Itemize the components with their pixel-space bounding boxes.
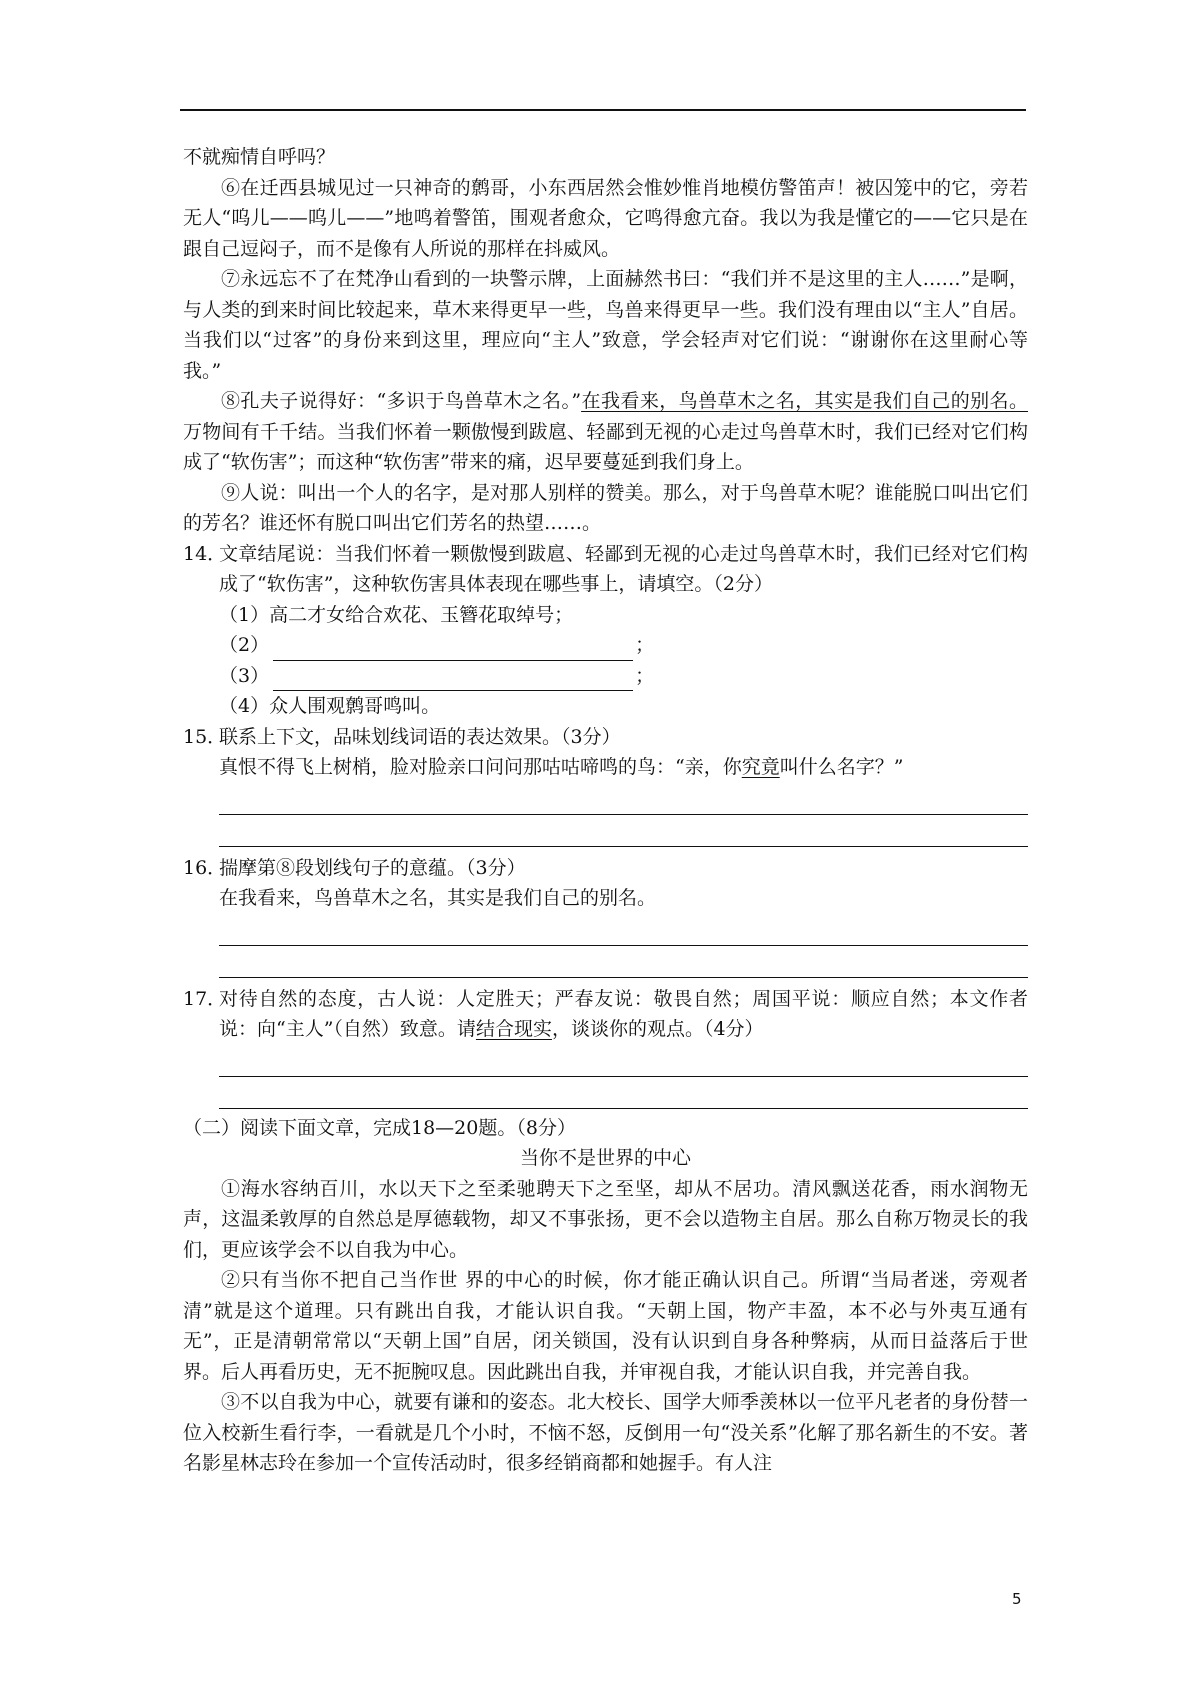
semicolon: ； bbox=[635, 634, 655, 656]
question-stem: 联系上下文，品味划线词语的表达效果。（3分） bbox=[219, 725, 621, 748]
answer-line[interactable] bbox=[219, 815, 1028, 847]
question-stem: 揣摩第⑧段划线句子的意蕴。（3分） bbox=[219, 856, 526, 879]
answer-line[interactable] bbox=[219, 914, 1028, 946]
quote-lead: 真恨不得飞上树梢，脸对脸亲口问问那咕咕啼鸣的鸟：“亲，你 bbox=[219, 756, 742, 778]
question-number: 16． bbox=[183, 856, 227, 879]
question-number: 17． bbox=[183, 987, 227, 1010]
passage-continuation: 不就痴情自呼吗？ bbox=[183, 146, 336, 168]
question-17 bbox=[183, 984, 1028, 1045]
underlined-word: 究竟 bbox=[741, 756, 780, 778]
underlined-phrase: 结合现实 bbox=[475, 1018, 552, 1040]
header-rule bbox=[180, 109, 1026, 111]
question-14 bbox=[183, 539, 1028, 600]
answer-line[interactable] bbox=[219, 783, 1028, 815]
question-number: 15． bbox=[183, 725, 227, 748]
question-stem bbox=[219, 984, 1028, 1045]
paragraph-8-lead: ⑧孔夫子说得好：“多识于鸟兽草木之名。” bbox=[221, 390, 582, 412]
article-paragraph-2: ②只有当你不把自己当作世 界的中心的时候，你才能正确认识自己。所谓“当局者迷，旁观者清”就是这个道理。只有跳出自我，才能认识自我。“天朝上国，物产丰盈，本不必与外夷互通有无”，正是清朝常常以“天朝上国”自居，闭关锁国，没有认识到自身各种弊病，从而日益落后于世界。后人再看历史，无不扼腕叹息。因此跳出自我，并审视自我，才能认识自我，并完善自我。 bbox=[183, 1269, 1028, 1383]
stem-lead: 对待自然的态度，古人说：人定胜天；严春友说：敬畏自然；周国平说：顺应自然；本文作者说：向“主人”（自然）致意。请 bbox=[219, 987, 1028, 1040]
page-number: 5 bbox=[1012, 1590, 1022, 1608]
page-body bbox=[183, 142, 1028, 1479]
paragraph-9: ⑨人说：叫出一个人的名字，是对那人别样的赞美。那么，对于鸟兽草木呢？谁能脱口叫出它们的芳名？谁还怀有脱口叫出它们芳名的热望……。 bbox=[183, 481, 1028, 534]
paragraph-8-underlined-sentence: 在我看来，鸟兽草木之名，其实是我们自己的别名。 bbox=[581, 390, 1028, 412]
stem-rest: ，谈谈你的观点。（4分） bbox=[551, 1018, 764, 1040]
answer-line[interactable] bbox=[219, 1077, 1028, 1109]
answer-line[interactable] bbox=[219, 946, 1028, 978]
paragraph-7: ⑦永远忘不了在梵净山看到的一块警示牌，上面赫然书曰：“我们并不是这里的主人……”是啊，与人类的到来时间比较起来，草木来得更早一些，鸟兽来得更早一些。我们没有理由以“主人”自居。当我们以“过客”的身份来到这里，理应向“主人”致意，学会轻声对它们说：“谢谢你在这里耐心等我。” bbox=[183, 268, 1028, 382]
article-paragraph-3: ③不以自我为中心，就要有谦和的姿态。北大校长、国学大师季羡林以一位平凡老者的身份替一位入校新生看行李，一看就是几个小时，不恼不怒，反倒用一句“没关系”化解了那名新生的不安。著名影星林志玲在参加一个宣传活动时，很多经销商都和她握手。有人注 bbox=[183, 1391, 1028, 1474]
q14-item-4: （4）众人围观鹩哥鸣叫。 bbox=[219, 695, 441, 717]
item-label: （3） bbox=[219, 664, 270, 687]
q14-item-3 bbox=[219, 661, 1028, 692]
answer-line[interactable] bbox=[219, 1045, 1028, 1077]
paragraph-8 bbox=[183, 386, 1028, 478]
quote-rest: 叫什么名字？” bbox=[779, 756, 904, 778]
question-16 bbox=[183, 853, 1028, 914]
question-number: 14． bbox=[183, 542, 227, 565]
paragraph-8-rest: 万物间有千千结。当我们怀着一颗傲慢到跋扈、轻鄙到无视的心走过鸟兽草木时，我们已经对它们构成了“软伤害”；而这种“软伤害”带来的痛，迟早要蔓延到我们身上。 bbox=[183, 420, 1028, 473]
question-stem: 文章结尾说：当我们怀着一颗傲慢到跋扈、轻鄙到无视的心走过鸟兽草木时，我们已经对它们构成了“软伤害”，这种软伤害具体表现在哪些事上，请填空。（2分） bbox=[219, 542, 1028, 595]
semicolon: ； bbox=[635, 664, 655, 687]
question-quote: 在我看来，鸟兽草木之名，其实是我们自己的别名。 bbox=[219, 887, 657, 909]
fill-in-blank[interactable] bbox=[273, 669, 633, 691]
fill-in-blank[interactable] bbox=[273, 639, 633, 661]
q14-item-1: （1）高二才女给合欢花、玉簪花取绰号； bbox=[219, 603, 574, 626]
section-2-heading: （二）阅读下面文章，完成18—20题。（8分） bbox=[183, 1116, 576, 1139]
question-15 bbox=[183, 722, 1028, 783]
paragraph-6: ⑥在迁西县城见过一只神奇的鹩哥，小东西居然会惟妙惟肖地模仿警笛声！被囚笼中的它，旁若无人“呜儿——呜儿——”地鸣着警笛，围观者愈众，它鸣得愈亢奋。我以为我是懂它的——它只是在跟自己逗闷子，而不是像有人所说的那样在抖威风。 bbox=[183, 176, 1028, 260]
q14-item-2 bbox=[219, 630, 1028, 661]
question-quote bbox=[219, 752, 1028, 783]
article-title: 当你不是世界的中心 bbox=[519, 1147, 691, 1169]
article-paragraph-1: ①海水容纳百川，水以天下之至柔驰聘天下之至坚，却从不居功。清风飘送花香，雨水润物无声，这温柔敦厚的自然总是厚德载物，却又不事张扬，更不会以造物主自居。那么自称万物灵长的我们，更应该学会不以自我为中心。 bbox=[183, 1177, 1028, 1261]
item-label: （2） bbox=[219, 634, 270, 656]
